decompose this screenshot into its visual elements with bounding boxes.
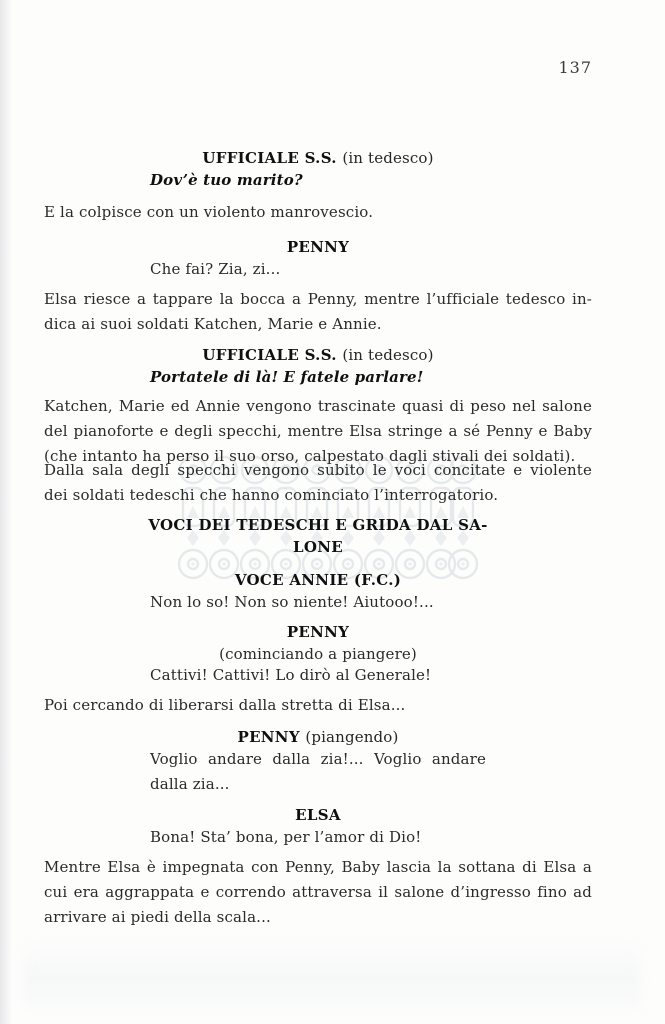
action-line: Elsa riesce a tappare la bocca a Penny, mentre l’ufficiale tedesco in- [44, 290, 592, 308]
action-paragraph [44, 287, 592, 337]
character-name: PENNY [286, 623, 350, 641]
dialogue-line: Dov’è tuo marito? [150, 171, 303, 189]
action-line: (che intanto ha perso il suo orso, calpestato dagli stivali dei soldati). [44, 447, 576, 465]
dialogue-line: Non lo so! Non so niente! Aiutooo!... [150, 593, 434, 611]
dialogue-line: Cattivi! Cattivi! Lo dirò al Generale! [150, 666, 432, 684]
dialogue-line: Portatele di là! E fatele parlare! [150, 368, 424, 386]
cue-parenthetical: (cominciando a piangere) [219, 645, 417, 663]
character-cue-voci-tedeschi [44, 514, 592, 558]
action-line: del pianoforte e degli specchi, mentre Elsa stringe a sé Penny e Baby [44, 422, 592, 440]
dialogue-line: Bona! Sta’ bona, per l’amor di Dio! [150, 828, 422, 846]
action-paragraph [44, 458, 592, 508]
action-line: Dalla sala degli specchi vengono subito le voci concitate e violente [44, 461, 592, 479]
character-name: VOCE ANNIE (F.C.) [234, 571, 402, 589]
character-name: UFFICIALE S.S. [202, 346, 337, 364]
cue-parenthetical: (piangendo) [305, 728, 399, 746]
action-line: Poi cercando di liberarsi dalla stretta di Elsa... [44, 696, 406, 714]
dialogue-line: Voglio andare dalla zia!... Voglio andare [150, 750, 486, 768]
cue-line: LONE [293, 538, 343, 556]
action-line: E la colpisce con un violento manrovescio. [44, 203, 374, 221]
action-line: arrivare ai piedi della scala... [44, 908, 271, 926]
cue-parenthetical: (in tedesco) [342, 149, 434, 167]
page-number: 137 [558, 58, 592, 77]
character-name: PENNY [237, 728, 300, 746]
character-name: ELSA [295, 806, 341, 824]
character-name: UFFICIALE S.S. [202, 149, 337, 167]
page-edge-shadow [0, 0, 12, 1024]
action-line: Katchen, Marie ed Annie vengono trascinate quasi di peso nel salone [44, 397, 592, 415]
action-line: dei soldati tedeschi che hanno cominciato l’interrogatorio. [44, 486, 499, 504]
action-line: cui era aggrappata e correndo attraversa il salone d’ingresso fino ad [44, 883, 592, 901]
dialogue-paragraph [150, 747, 486, 797]
character-name: PENNY [286, 238, 350, 256]
action-paragraph [44, 693, 592, 718]
action-paragraph [44, 855, 592, 930]
cue-line: VOCI DEI TEDESCHI E GRIDA DAL SA- [148, 516, 488, 534]
cue-parenthetical: (in tedesco) [342, 346, 434, 364]
action-paragraph [44, 200, 592, 225]
action-line: dica ai suoi soldati Katchen, Marie e Annie. [44, 315, 382, 333]
dialogue-line: Che fai? Zia, zi... [150, 260, 281, 278]
dialogue-line: dalla zia... [150, 775, 230, 793]
page-bleed-through [24, 938, 641, 1010]
action-line: Mentre Elsa è impegnata con Penny, Baby lascia la sottana di Elsa a [44, 858, 592, 876]
